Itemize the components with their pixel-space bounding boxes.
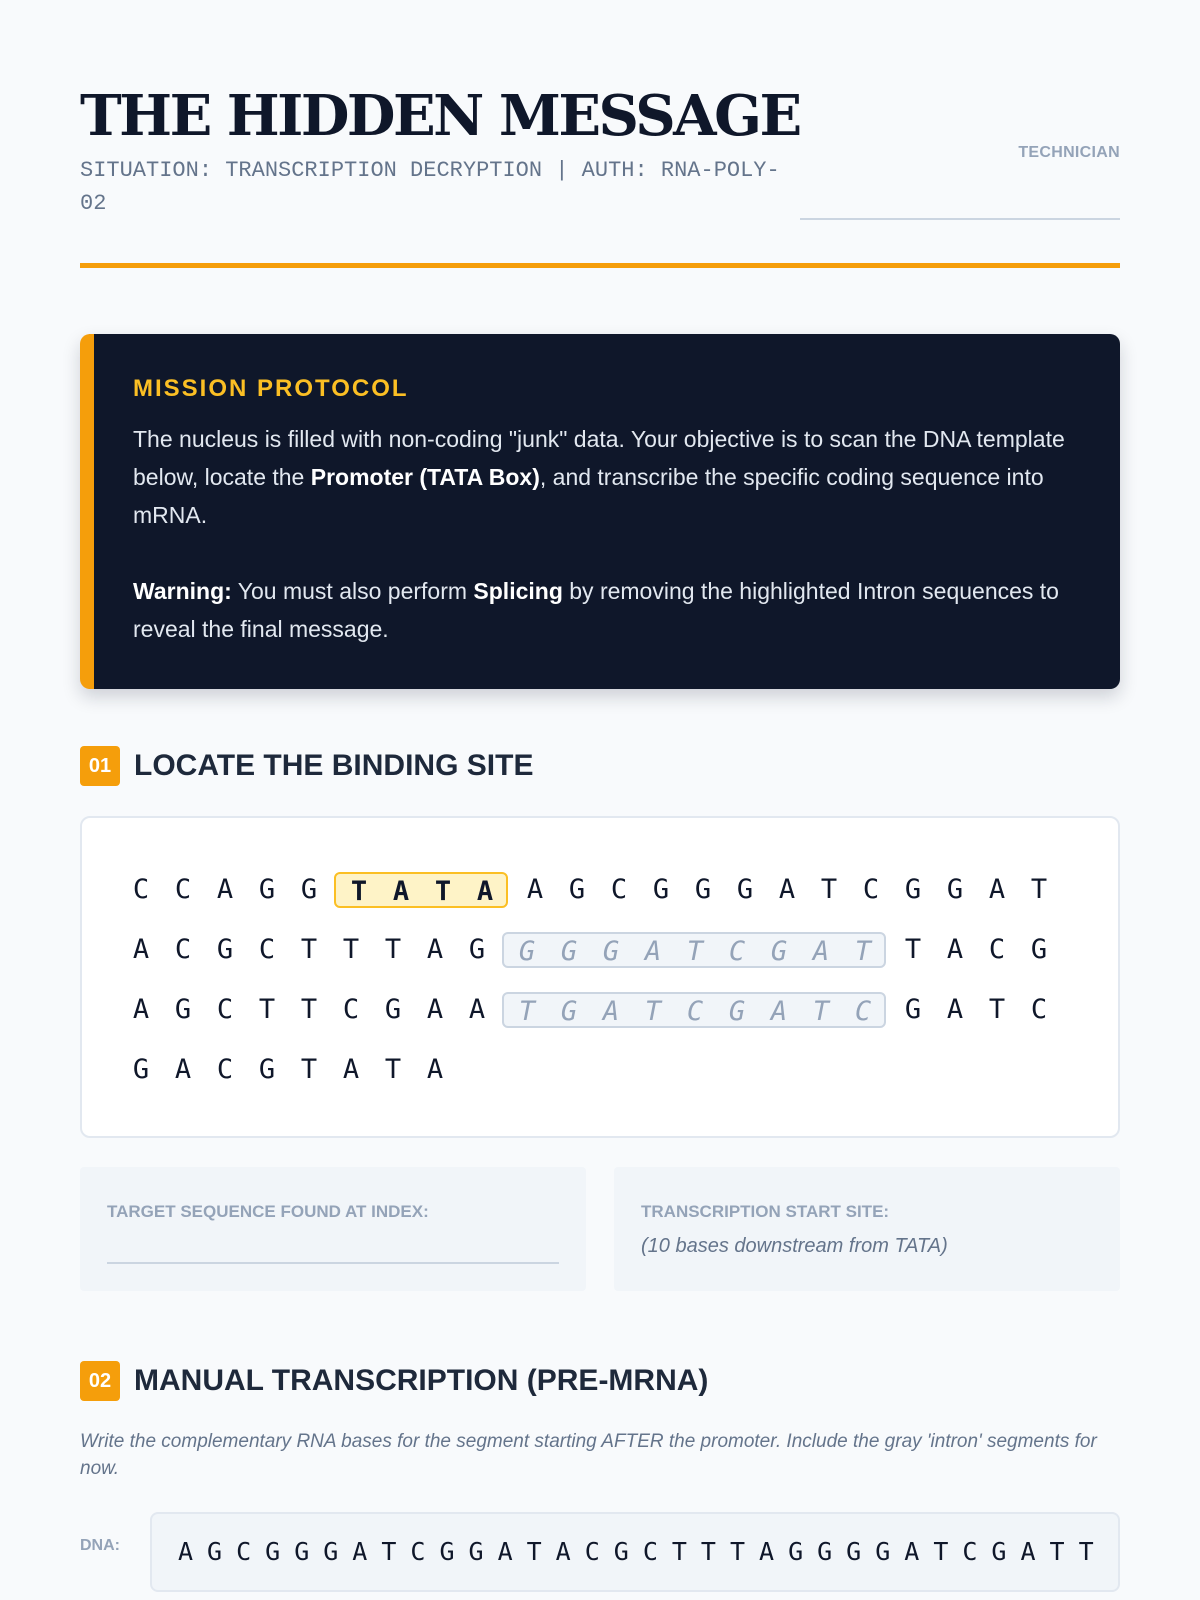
mission-protocol-panel	[80, 334, 1120, 689]
page-title: THE HIDDEN MESSAGE	[80, 83, 800, 149]
dna-base: G	[132, 1054, 150, 1085]
dna-base: A	[476, 876, 494, 907]
dna-base: G	[736, 874, 754, 905]
page-subtitle: SITUATION: TRANSCRIPTION DECRYPTION | AUTH: RNA-POLY-02	[80, 158, 780, 216]
start-site-note: (10 bases downstream from TATA)	[641, 1235, 948, 1257]
dna-base: G	[946, 874, 964, 905]
dna-base: G	[694, 874, 712, 905]
dna-base: T	[342, 934, 360, 965]
dna-base: C	[174, 874, 192, 905]
technician-name-field[interactable]	[800, 218, 1120, 220]
dna-base: G	[652, 874, 670, 905]
dna-base: C	[686, 996, 704, 1027]
dna-base: A	[342, 1054, 360, 1085]
mission-warning-text	[133, 572, 1070, 648]
dna-base: C	[728, 936, 746, 967]
mission-text: , and transcribe the specific coding sequence into mRNA.	[133, 464, 1044, 528]
section-02-header	[80, 1361, 1120, 1401]
dna-base: G	[216, 934, 234, 965]
dna-template-box	[80, 816, 1120, 1138]
dna-base: T	[258, 994, 276, 1025]
dna-base: G	[300, 874, 318, 905]
mission-text: The nucleus is filled with non-coding "junk" data. Your objective is to scan the DNA template below, locate the	[133, 426, 1065, 490]
intron-highlight	[502, 932, 886, 968]
dna-base: G	[258, 1054, 276, 1085]
section-01-header	[80, 746, 1120, 786]
dna-base: G	[728, 996, 746, 1027]
section-number-badge: 01	[80, 746, 120, 786]
dna-base: C	[854, 996, 872, 1027]
start-site-label: TRANSCRIPTION START SITE:	[641, 1202, 890, 1221]
dna-row	[120, 870, 1090, 910]
dna-base: C	[342, 994, 360, 1025]
dna-base: T	[988, 994, 1006, 1025]
dna-base: C	[1030, 994, 1048, 1025]
dna-row	[120, 930, 1090, 970]
dna-base: A	[132, 994, 150, 1025]
dna-base: A	[526, 874, 544, 905]
header	[80, 82, 1120, 268]
dna-base: A	[468, 994, 486, 1025]
dna-base: A	[132, 934, 150, 965]
dna-base: G	[518, 936, 536, 967]
dna-base: A	[426, 934, 444, 965]
dna-base: G	[602, 936, 620, 967]
dna-base: A	[392, 876, 410, 907]
dna-base: G	[1030, 934, 1048, 965]
tata-box-highlight	[334, 872, 508, 908]
dna-base: T	[854, 936, 872, 967]
dna-base: C	[132, 874, 150, 905]
dna-base: A	[770, 996, 788, 1027]
technician-label: TECHNICIAN	[1018, 144, 1120, 161]
dna-base: C	[988, 934, 1006, 965]
worksheet-page	[80, 0, 1120, 1600]
dna-base: G	[468, 934, 486, 965]
dna-base: C	[216, 994, 234, 1025]
dna-strand-label: DNA:	[80, 1537, 120, 1554]
warning-label: Warning:	[133, 578, 232, 604]
intron-highlight	[502, 992, 886, 1028]
dna-base: C	[216, 1054, 234, 1085]
dna-base: A	[778, 874, 796, 905]
transcription-instruction: Write the complementary RNA bases for the segment starting AFTER the promoter. Include the gray 'intron' segments for now.	[80, 1431, 1097, 1479]
dna-base: A	[426, 1054, 444, 1085]
dna-base: G	[904, 874, 922, 905]
dna-row	[120, 1050, 1090, 1090]
section-title: MANUAL TRANSCRIPTION (PRE-MRNA)	[134, 1364, 709, 1397]
dna-base: G	[384, 994, 402, 1025]
dna-base: A	[602, 996, 620, 1027]
promoter-emphasis: Promoter (TATA Box)	[310, 464, 540, 490]
dna-base: C	[174, 934, 192, 965]
splicing-emphasis: Splicing	[473, 578, 563, 604]
dna-base: A	[988, 874, 1006, 905]
dna-base: A	[946, 934, 964, 965]
dna-base: T	[904, 934, 922, 965]
target-index-card	[80, 1167, 586, 1291]
dna-base: G	[568, 874, 586, 905]
dna-base: G	[770, 936, 788, 967]
dna-base: T	[384, 1054, 402, 1085]
dna-base: T	[812, 996, 830, 1027]
dna-row	[120, 990, 1090, 1030]
dna-base: G	[904, 994, 922, 1025]
dna-base: A	[644, 936, 662, 967]
dna-base: C	[258, 934, 276, 965]
section-title: LOCATE THE BINDING SITE	[134, 749, 534, 782]
dna-base: T	[300, 994, 318, 1025]
start-site-card	[614, 1167, 1120, 1291]
dna-base: A	[812, 936, 830, 967]
dna-base: A	[426, 994, 444, 1025]
dna-base: T	[820, 874, 838, 905]
mission-text: You must also perform	[231, 578, 474, 604]
mission-objective-text	[133, 420, 1070, 534]
dna-base: G	[258, 874, 276, 905]
section-number-badge: 02	[80, 1361, 120, 1401]
dna-strand-sequence: AGCGGGATCGGATACGCTTTAGGGGATCGATT	[178, 1537, 1108, 1566]
dna-base: C	[610, 874, 628, 905]
dna-base: T	[434, 876, 452, 907]
dna-strand-box	[150, 1512, 1120, 1592]
dna-base: T	[644, 996, 662, 1027]
dna-base: A	[174, 1054, 192, 1085]
target-index-label: TARGET SEQUENCE FOUND AT INDEX:	[107, 1202, 429, 1221]
dna-base: T	[300, 1054, 318, 1085]
dna-base: T	[300, 934, 318, 965]
dna-base: T	[350, 876, 368, 907]
dna-base: C	[862, 874, 880, 905]
dna-base: G	[560, 936, 578, 967]
mission-text: by removing the highlighted Intron sequences to reveal the final message.	[133, 578, 1059, 642]
dna-base: A	[216, 874, 234, 905]
dna-base: T	[686, 936, 704, 967]
dna-base: T	[384, 934, 402, 965]
dna-base: T	[518, 996, 536, 1027]
mission-title: MISSION PROTOCOL	[133, 375, 409, 402]
dna-base: G	[174, 994, 192, 1025]
dna-base: A	[946, 994, 964, 1025]
dna-base: T	[1030, 874, 1048, 905]
target-index-answer-field[interactable]	[107, 1262, 559, 1264]
dna-base: G	[560, 996, 578, 1027]
